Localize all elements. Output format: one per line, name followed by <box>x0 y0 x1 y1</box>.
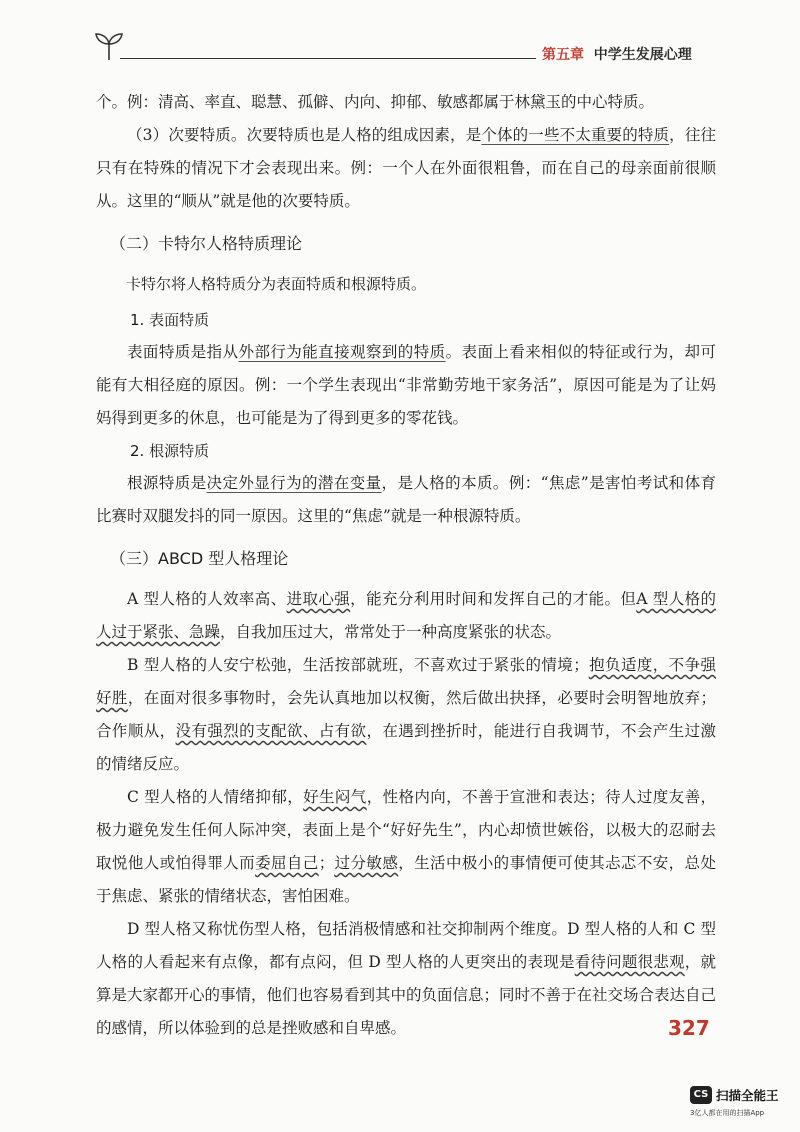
underlined-phrase: 外部行为能直接观察到的特质 <box>238 343 446 361</box>
paragraph-surface-traits: 表面特质是指从外部行为能直接观察到的特质。表面上看来相似的特征或行为，却可能有大相径庭的原因。例：一个学生表现出“非常勤劳地干家务活”，原因可能是为了让妈妈得到更多的休息，也可能是为了得到更多的零花钱。 <box>96 343 716 427</box>
underlined-phrase: 进取心强 <box>286 590 351 608</box>
underlined-phrase: 过分敏感 <box>334 854 399 872</box>
chapter-number: 第五章 <box>542 47 584 63</box>
watermark-name: 扫描全能王 <box>716 1088 779 1103</box>
paragraph-type-c: C 型人格的人情绪抑郁，好生闷气，性格内向，不善于宣泄和表达；待人过度友善，极力避免发生任何人际冲突，表面上是个“好好先生”，内心却愤世嫉俗，以极大的忍耐去取悦他人或怕得罪人而委屈自己；过分敏感，生活中极小的事情便可使其忐忑不安，总处于焦虑、紧张的情绪状态，害怕困难。 <box>96 788 716 905</box>
underlined-phrase: 委屈自己 <box>255 854 319 872</box>
underlined-phrase: 好生闷气 <box>303 788 367 806</box>
paragraph-type-b: B 型人格的人安宁松弛，生活按部就班，不喜欢过于紧张的情境；抱负适度，不争强好胜，在面对很多事物时，会先认真地加以权衡，然后做出抉择，必要时会明智地放弃；合作顺从，没有强烈的支配欲、占有欲，在遇到挫折时，能进行自我调节，不会产生过激的情绪反应。 <box>96 656 716 773</box>
underlined-phrase: 决定外显行为的潜在变量 <box>206 474 382 492</box>
underlined-phrase: 没有强烈的支配欲、占有欲 <box>175 722 367 740</box>
underlined-phrase: 看待问题很悲观 <box>574 953 685 971</box>
chapter-header <box>536 44 722 64</box>
subsection-surface-traits: 1. 表面特质 <box>130 311 210 329</box>
section-title-cattell: （二）卡特尔人格特质理论 <box>110 234 303 253</box>
chapter-title: 中学生发展心理 <box>593 47 692 63</box>
paragraph-central-traits: 个。例：清高、率直、聪慧、孤僻、内向、抑郁、敏感都属于林黛玉的中心特质。 <box>96 93 655 111</box>
underlined-phrase: A 型人格的人过于紧张、急躁 <box>96 590 716 641</box>
paragraph-secondary-traits: （3）次要特质。次要特质也是人格的组成因素，是个体的一些不太重要的特质，往往只有在特殊的情况下才会表现出来。例：一个人在外面很粗鲁，而在自己的母亲面前很顺从。这里的“顺从”就是他的次要特质。 <box>96 126 716 210</box>
section-intro-cattell: 卡特尔将人格特质分为表面特质和根源特质。 <box>126 275 427 293</box>
underlined-phrase: 抱负适度，不争强好胜 <box>96 656 716 707</box>
paragraph-type-d: D 型人格又称忧伤型人格，包括消极情感和社交抑制两个维度。D 型人格的人和 C 型人格的人看起来有点像，都有点闷，但 D 型人格的人更突出的表现是看待问题很悲观，就算是大家都开心的事情，他们也容易看到其中的负面信息；同时不善于在社交场合表达自己的感情，所以体验到的总是挫败感和自卑感。 <box>96 920 717 1037</box>
subsection-source-traits: 2. 根源特质 <box>130 442 210 460</box>
main-text <box>96 86 716 1045</box>
header-rule <box>120 58 538 59</box>
paragraph-source-traits: 根源特质是决定外显行为的潜在变量，是人格的本质。例：“焦虑”是害怕考试和体育比赛时双腿发抖的同一原因。这里的“焦虑”就是一种根源特质。 <box>96 474 716 525</box>
section-title-abcd: （三）ABCD 型人格理论 <box>110 549 289 568</box>
paragraph-type-a: A 型人格的人效率高、进取心强，能充分利用时间和发挥自己的才能。但A 型人格的人过于紧张、急躁，自我加压过大，常常处于一种高度紧张的状态。 <box>96 590 716 641</box>
underlined-phrase: 个体的一些不太重要的特质 <box>481 126 670 144</box>
camscanner-logo-icon: CS <box>690 1086 712 1104</box>
watermark-tagline: 3亿人都在用的扫描App <box>690 1109 765 1117</box>
scanner-watermark <box>690 1086 800 1126</box>
page-number: 327 <box>668 1016 710 1040</box>
